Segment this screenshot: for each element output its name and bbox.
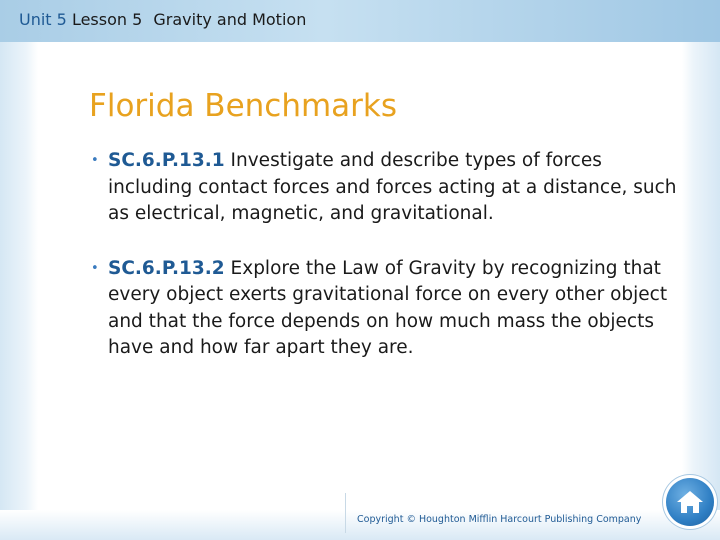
benchmark-text: Investigate and describe types of forces including contact forces and forces acting at a distance, such as electrical, magnetic, and gravitational.: [108, 150, 677, 224]
bullet-icon: •: [91, 153, 99, 168]
bullet-icon: •: [91, 260, 99, 276]
header-breadcrumb: [19, 10, 306, 29]
benchmark-code: SC.6.P.13.2: [108, 257, 225, 279]
benchmark-list: [90, 148, 680, 390]
benchmark-item: [90, 148, 680, 228]
header-bar: [0, 0, 720, 42]
benchmark-text: Explore the Law of Gravity by recognizing that every object exerts gravitational force on every other object and that the force depends on how much mass the objects have and how far apart they are.: [108, 257, 668, 358]
unit-label: Unit 5: [19, 10, 67, 29]
footer-divider: [345, 493, 346, 533]
benchmark-item: [90, 256, 680, 362]
home-button[interactable]: [666, 478, 714, 526]
lesson-topic: Gravity and Motion: [153, 10, 307, 29]
benchmark-code: SC.6.P.13.1: [108, 150, 225, 171]
left-edge-gradient: [0, 42, 38, 540]
right-edge-gradient: [682, 42, 720, 540]
slide-title: Florida Benchmarks: [89, 88, 398, 124]
home-icon: [674, 486, 706, 518]
copyright-text: Copyright © Houghton Mifflin Harcourt Publishing Company: [357, 514, 642, 525]
lesson-label: Lesson 5: [71, 10, 143, 29]
